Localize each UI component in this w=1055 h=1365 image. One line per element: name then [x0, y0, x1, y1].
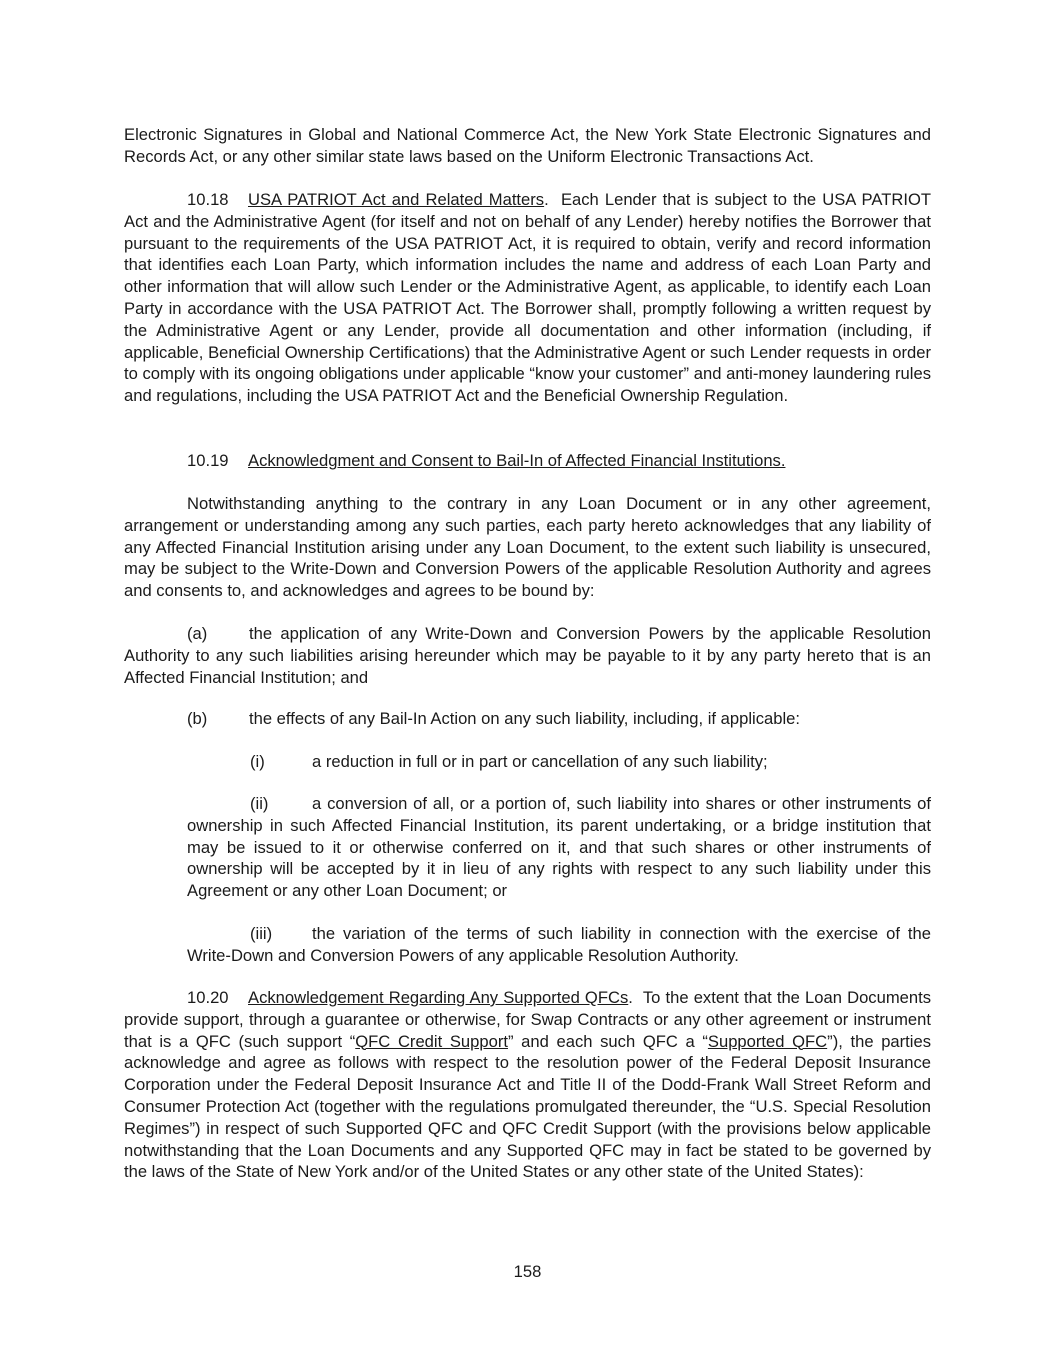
clause-text: the application of any Write-Down and Conversion Powers by the applicable Resolution Authority to any such liabilities arising hereunder which may be payable to it by any party hereto that is an Affected Financial Institution; and [124, 624, 931, 687]
heading-punctuation: . [628, 988, 633, 1007]
section-body-part: ” and each such QFC a “ [507, 1031, 708, 1051]
clause-label: (ii) [250, 794, 269, 813]
clause-label: (a) [187, 624, 208, 643]
section-number: 10.18 [187, 190, 229, 209]
clause-text: a conversion of all, or a portion of, such liability into shares or other instruments of ownership in such Affected Financial Institution, its parent undertaking, or a bridge institution that may be issued to it or otherwise conferred on it, and that such shares or other instruments of ownership will be accepted by it in lieu of any rights with respect to any such liability under this Agreement or any other Loan Document; or [187, 794, 931, 901]
section-body: Each Lender that is subject to the USA PATRIOT Act and the Administrative Agent (for itself and not on behalf of any Lender) hereby notifies the Borrower that pursuant to the requirements of the USA PATRIOT Act, it is required to obtain, verify and record information that identifies each Loan Party, which information includes the name and address of each Loan Party and other information that will allow such Lender or the Administrative Agent, as applicable, to identify each Loan Party in accordance with the USA PATRIOT Act. The Borrower shall, promptly following a written request by the Administrative Agent or any Lender, provide all documentation and other information (including, if applicable, Beneficial Ownership Certifications) that the Administrative Agent or such Lender requests in order to comply with its ongoing obligations under applicable “know your customer” and anti-money laundering rules and regulations, including the USA PATRIOT Act and the Beneficial Ownership Regulation. [124, 190, 931, 406]
clause-text: the variation of the terms of such liability in connection with the exercise of the Write-Down and Conversion Powers of any applicable Resolution Authority. [187, 924, 931, 965]
section-heading: USA PATRIOT Act and Related Matters [248, 190, 545, 209]
page-number: 158 [513, 1262, 542, 1281]
section-number: 10.20 [187, 988, 229, 1007]
clause-text: a reduction in full or in part or cancellation of any such liability; [312, 752, 768, 771]
clause-b [124, 708, 931, 730]
section-10-20-paragraph [124, 987, 931, 1183]
section-10-18-paragraph [124, 189, 931, 407]
continuation-paragraph: Electronic Signatures in Global and National Commerce Act, the New York State Electronic Signatures and Records Act, or any other similar state laws based on the Uniform Electronic Transactions Act. [124, 125, 931, 166]
subclause-ii [187, 793, 931, 902]
subclause-i [187, 751, 931, 773]
clause-label: (b) [187, 709, 208, 728]
section-body-part: To the extent that the Loan Documents provide support, through a guarantee or otherwise, for Swap Contracts or any other agreement or instrument that is a QFC (such support “ [124, 988, 932, 1051]
section-heading: Acknowledgement Regarding Any Supported QFCs [248, 988, 629, 1007]
clause-label: (iii) [250, 924, 273, 943]
section-10-19-heading-line [124, 450, 931, 472]
section-number: 10.19 [187, 451, 229, 470]
clause-label: (i) [250, 752, 265, 771]
section-heading: Acknowledgment and Consent to Bail-In of Affected Financial Institutions. [248, 451, 786, 470]
heading-punctuation: . [544, 190, 549, 209]
section-body-part: ”), the parties acknowledge and agree as follows with respect to the resolution power of the Federal Deposit Insurance Corporation under the Federal Deposit Insurance Act and Title II of the Dodd-Frank Wall Street Reform and Consumer Protection Act (together with the regulations promulgated thereunder, the “U.S. Special Resolution Regimes”) in respect of such Supported QFC and QFC Credit Support (with the provisions below applicable notwithstanding that the Loan Documents and any Supported QFC may in fact be stated to be governed by the laws of the State of New York and/or of the United States or any other state of the United States): [124, 1031, 932, 1182]
section-10-19-intro: Notwithstanding anything to the contrary in any Loan Document or in any other agreement, arrangement or understanding among any such parties, each party hereto acknowledges that any liability of any Affected Financial Institution arising under any Loan Document, to the extent such liability is unsecured, may be subject to the Write-Down and Conversion Powers of the applicable Resolution Authority and agrees and consents to, and acknowledges and agrees to be bound by: [124, 494, 931, 601]
defined-term-qfc-credit-support: QFC Credit Support [355, 1031, 508, 1051]
clause-text: the effects of any Bail-In Action on any such liability, including, if applicable: [249, 709, 800, 728]
defined-term-supported-qfc: Supported QFC [707, 1031, 828, 1051]
subclause-iii [187, 923, 931, 967]
clause-a [124, 623, 931, 688]
